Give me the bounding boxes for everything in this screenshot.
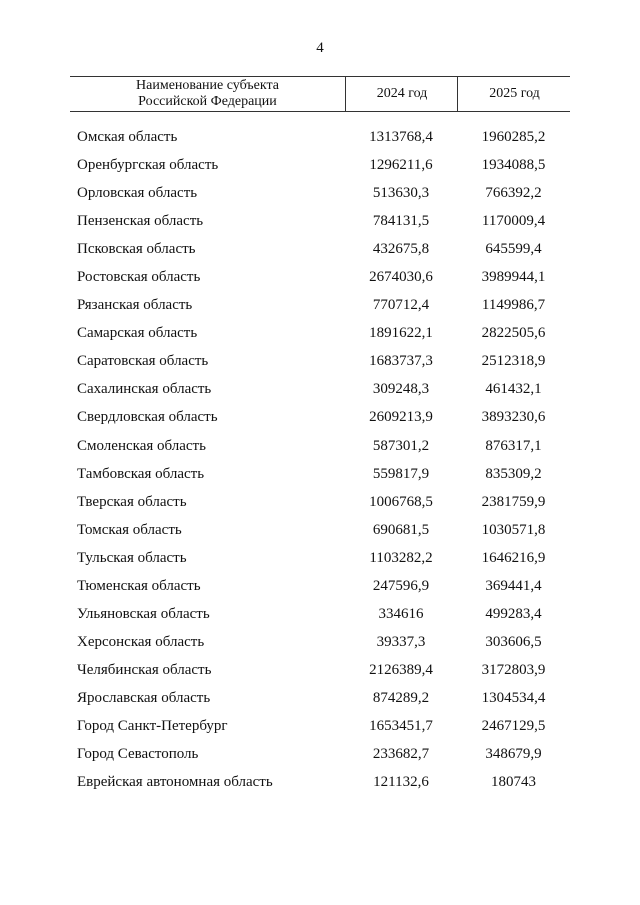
region-name: Рязанская область [77, 297, 193, 314]
value-2025: 835309,2 [485, 465, 542, 482]
value-2025: 1030571,8 [481, 521, 546, 538]
region-name: Пензенская область [77, 213, 204, 230]
region-name: Челябинская область [77, 661, 212, 678]
region-name: Смоленская область [77, 437, 206, 454]
table-row [0, 264, 640, 292]
table-row [0, 208, 640, 236]
region-name: Орловская область [77, 185, 198, 202]
region-name: Тюменская область [77, 577, 201, 594]
table-row [0, 292, 640, 320]
value-2025: 2512318,9 [481, 353, 546, 370]
table-row [0, 545, 640, 573]
header-subject-name-line1: Наименование субъекта [136, 78, 279, 93]
value-2024: 39337,3 [376, 633, 426, 650]
value-2025: 766392,2 [485, 185, 542, 202]
table-row [0, 685, 640, 713]
table-row [0, 741, 640, 769]
region-name: Сахалинская область [77, 381, 212, 398]
header-year-2025: 2025 год [457, 77, 571, 111]
region-name: Еврейская автономная область [77, 774, 273, 791]
region-name: Тверская область [77, 493, 187, 510]
region-name: Город Севастополь [77, 746, 199, 763]
table-header [70, 76, 570, 112]
header-year-2024: 2024 год [345, 77, 458, 111]
value-2025: 369441,4 [485, 577, 542, 594]
table-row [0, 320, 640, 348]
value-2024: 1653451,7 [369, 717, 433, 734]
region-name: Саратовская область [77, 353, 209, 370]
value-2024: 2126389,4 [369, 661, 433, 678]
region-name: Омская область [77, 129, 178, 145]
value-2025: 1149986,7 [481, 297, 546, 314]
value-2024: 247596,9 [372, 577, 430, 594]
value-2025: 461432,1 [485, 381, 542, 398]
value-2024: 334616 [378, 605, 424, 622]
table-row [0, 517, 640, 545]
value-2024: 1683737,3 [369, 353, 433, 370]
value-2024: 690681,5 [372, 521, 430, 538]
region-name: Ульяновская область [77, 605, 210, 622]
value-2025: 180743 [491, 774, 536, 791]
region-name: Херсонская область [77, 633, 205, 650]
region-name: Самарская область [77, 325, 198, 342]
value-2024: 1313768,4 [369, 129, 433, 145]
value-2024: 513630,3 [372, 185, 430, 202]
value-2024: 587301,2 [372, 437, 430, 454]
table-row [0, 573, 640, 601]
table-row [0, 124, 640, 152]
value-2025: 2381759,9 [481, 493, 546, 510]
value-2025: 3893230,6 [481, 409, 546, 426]
value-2025: 3989944,1 [481, 269, 546, 286]
value-2024: 784131,5 [372, 213, 430, 230]
table-row [0, 629, 640, 657]
table-row [0, 601, 640, 629]
header-subject-name [70, 77, 345, 111]
table-row [0, 713, 640, 741]
table-row [0, 433, 640, 461]
table-row [0, 769, 640, 797]
table-row [0, 180, 640, 208]
value-2025: 303606,5 [485, 633, 542, 650]
table-row [0, 657, 640, 685]
region-name: Ростовская область [77, 269, 201, 286]
value-2024: 1296211,6 [369, 157, 433, 174]
value-2025: 1304534,4 [481, 689, 546, 706]
region-name: Тульская область [77, 549, 187, 566]
table-body [0, 124, 640, 797]
value-2024: 559817,9 [372, 465, 430, 482]
region-name: Томская область [77, 521, 182, 538]
value-2024: 233682,7 [372, 746, 430, 763]
value-2024: 2674030,6 [369, 269, 433, 286]
value-2025: 348679,9 [485, 746, 542, 763]
value-2024: 309248,3 [372, 381, 430, 398]
value-2025: 876317,1 [485, 437, 542, 454]
value-2025: 3172803,9 [481, 661, 546, 678]
header-subject-name-line2: Российской Федерации [138, 94, 277, 109]
table-row [0, 348, 640, 376]
region-name: Свердловская область [77, 409, 218, 426]
value-2025: 2467129,5 [481, 717, 546, 734]
value-2024: 1006768,5 [369, 493, 433, 510]
table-row [0, 236, 640, 264]
value-2024: 2609213,9 [369, 409, 433, 426]
table-row [0, 404, 640, 432]
table-row [0, 489, 640, 517]
value-2025: 1934088,5 [481, 157, 546, 174]
value-2025: 2822505,6 [481, 325, 546, 342]
value-2024: 874289,2 [372, 689, 430, 706]
table-row [0, 152, 640, 180]
value-2025: 645599,4 [485, 241, 542, 258]
value-2025: 1646216,9 [481, 549, 546, 566]
value-2024: 1103282,2 [369, 549, 433, 566]
value-2024: 770712,4 [372, 297, 430, 314]
region-name: Город Санкт-Петербург [77, 717, 228, 734]
value-2024: 1891622,1 [369, 325, 433, 342]
value-2024: 432675,8 [372, 241, 430, 258]
value-2024: 121132,6 [373, 774, 429, 791]
region-name: Оренбургская область [77, 157, 219, 174]
table-row [0, 461, 640, 489]
table-row [0, 376, 640, 404]
value-2025: 499283,4 [485, 605, 542, 622]
value-2025: 1170009,4 [481, 213, 546, 230]
page-number: 4 [316, 40, 324, 56]
region-name: Тамбовская область [77, 465, 205, 482]
value-2025: 1960285,2 [481, 129, 546, 145]
region-name: Ярославская область [77, 689, 211, 706]
region-name: Псковская область [77, 241, 196, 258]
